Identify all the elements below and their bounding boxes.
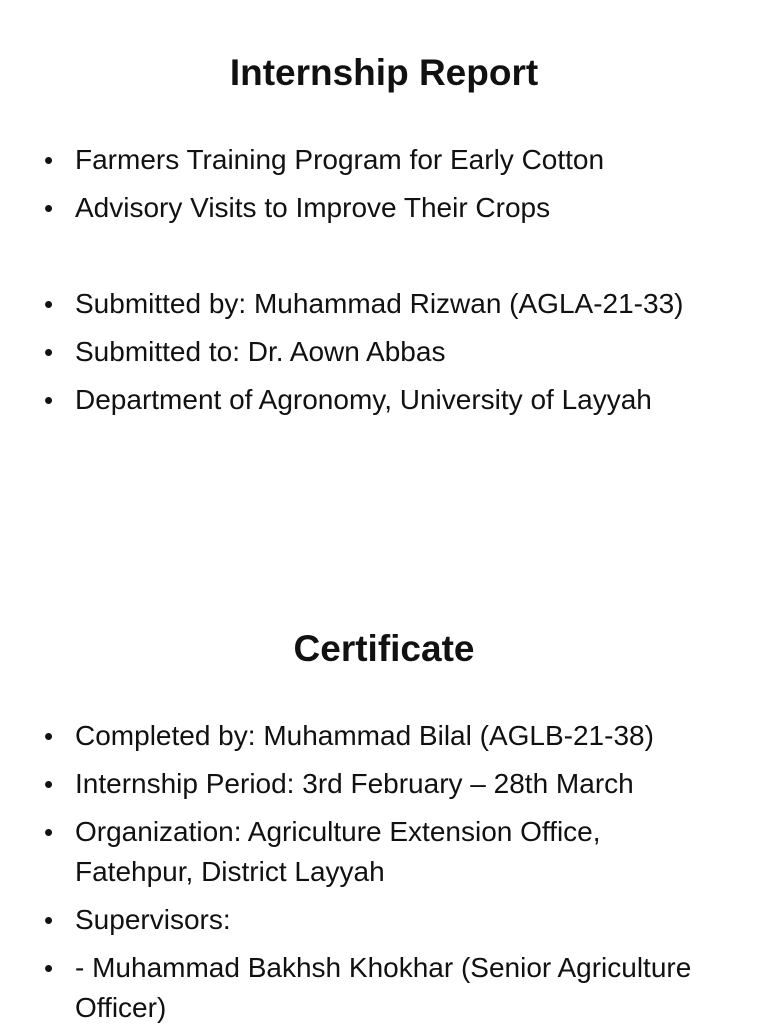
bullet-icon: • [44,385,54,415]
bullet-icon: • [44,337,54,367]
bullet-icon: • [44,145,54,175]
list-item [44,140,724,180]
list-item [44,284,724,324]
list-item-text: Supervisors: [75,904,231,935]
slide-title: Internship Report [229,52,539,93]
bullet-icon: • [44,953,54,983]
list-item-text: Advisory Visits to Improve Their Crops [75,192,551,223]
bullet-icon: • [44,193,54,223]
bullet-icon: • [44,721,54,751]
list-item-text: - Muhammad Bakhsh Khokhar (Senior Agriculture Officer) [75,952,692,1023]
slide-title: Certificate [293,628,475,669]
bullet-icon: • [44,905,54,935]
bullet-list [44,284,724,428]
list-item-text: Organization: Agriculture Extension Office, Fatehpur, District Layyah [75,816,601,887]
list-item [44,900,724,940]
list-item [44,380,724,420]
list-item-text: Submitted by: Muhammad Rizwan (AGLA-21-33) [75,288,684,319]
list-item-text: Farmers Training Program for Early Cotton [75,144,605,175]
bullet-list [44,140,724,236]
list-item-text: Internship Period: 3rd February – 28th March [75,768,634,799]
bullet-list [44,716,724,1036]
bullet-icon: • [44,769,54,799]
list-item [44,332,724,372]
list-item [44,716,724,756]
list-item [44,188,724,228]
list-item-text: Completed by: Muhammad Bilal (AGLB-21-38) [75,720,654,751]
list-item-text: Department of Agronomy, University of Layyah [75,384,652,415]
list-item [44,764,724,804]
list-item [44,948,724,1028]
bullet-icon: • [44,817,54,847]
bullet-icon: • [44,289,54,319]
list-item-text: Submitted to: Dr. Aown Abbas [75,336,446,367]
list-item [44,812,724,892]
